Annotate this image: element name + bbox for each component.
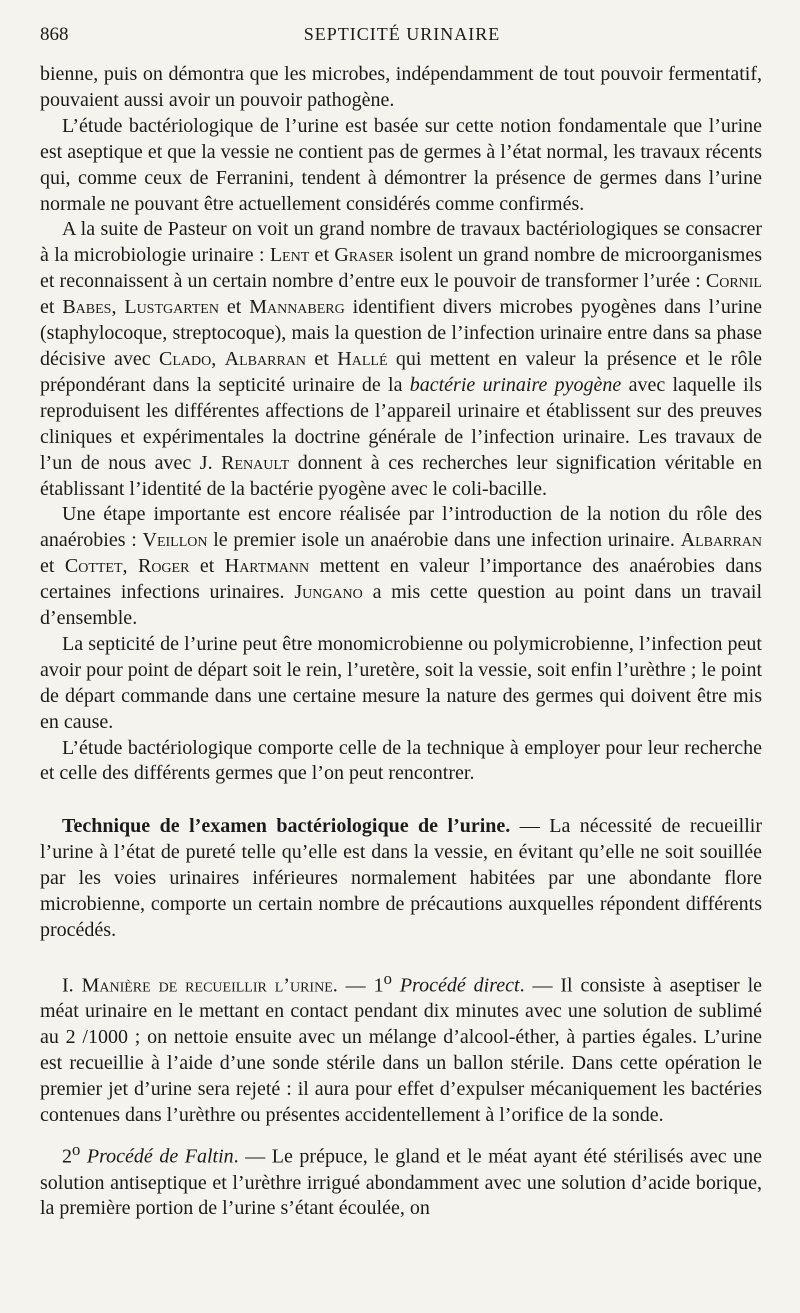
section-heading: Technique de l’examen bactériologique de l’urine. (62, 815, 511, 838)
section-technique: Technique de l’examen bactériologique de l’urine. — La nécessité de recueillir l’urine à l’état de pureté telle qu’elle est dans la vessie, en évitant qu’elle ne soit souillée par les voies urinaires inférieures normalement habitées par une abondante flore microbienne, comporte un certain nombre de précautions auxquelles répondent différents procédés. (40, 815, 763, 941)
page-header (40, 24, 764, 54)
author-name: Clado (159, 347, 212, 370)
paragraph-continuation: bienne, puis on démontra que les microbes, indépendamment de tout pouvoir fermentatif, pouvaient aussi avoir un pouvoir pathogène. (40, 63, 762, 111)
author-name: Hallé (337, 347, 388, 370)
paragraph-urine-asepsis: L’étude bactériologique de l’urine est basée sur cette notion fondamentale que l’urine est aseptique et que la vessie ne contient pas de germes à l’état normal, les travaux récents qui, comme ceux de Ferranini, tendent à démontrer la présence de germes dans l’urine normale ne pouvant être actuellement considérés comme confirmés. (40, 114, 762, 215)
section-spacer (40, 787, 762, 814)
author-name: Cottet (64, 555, 123, 578)
author-name: Mannaberg (249, 296, 345, 319)
author-name: Roger (137, 555, 190, 578)
paragraph-faltin-procedure: 2$^o$ Procédé de Faltin. — Le prépuce, le gland et le méat ayant été stérilisés avec une solution antiseptique et l’urèthre irrigué abondamment avec une solution d’acide borique, la première portion de l’urine s’étant écoulée, on (40, 1140, 762, 1220)
paragraph-history-pasteur: A la suite de Pasteur on voit un grand nombre de travaux bactériologiques se consacrer à la microbiologie urinaire : Lent et Graser isolent un grand nombre de microorganismes et reconnaissent à un certain nombre d’entre eux le pouvoir de transformer l’urée : Cornil et Babes, Lustgarten et Mannaberg identifient divers microbes pyogènes dans l’urine (staphylocoque, streptocoque), mais la question de l’infection urinaire entre dans sa phase décisive avec Clado, Albarran et Hallé qui mettent en valeur la présence et le rôle prépondérant dans la septicité urinaire de la bactérie urinaire pyogène avec laquelle ils reproduisent les différentes affections de l’appareil urinaire et établissent sur des preuves cliniques et expérimentales la doctrine générale de l’infection urinaire. Les travaux de l’un de nous avec J. Renault donnent à ces recherches leur signification véritable en établissant l’identité de la bactérie pyogène avec le coli-bacille. (40, 218, 762, 500)
procedure-title: Procédé direct (399, 974, 520, 997)
procedure-title: Procédé de Faltin (86, 1145, 234, 1168)
author-name: Jungano (294, 581, 363, 604)
paragraph-anaerobes: Une étape importante est encore réalisée par l’introduction de la notion du rôle des anaérobies : Veillon le premier isole un anaérobie dans une infection urinaire. Albarran et Cottet, Roger et Hartmann mettent en valeur l’importance des anaérobies dans certaines infections urinaires. Jungano a mis cette question au point dans un travail d’ensemble. (40, 503, 763, 630)
section-collection-method: I. Manière de recueillir l’urine. — 1$^o$ Procédé direct. — Il consiste à aseptiser le méat urinaire en le mettant en contact pendant dix minutes avec une solution de sublimé au 2 /1000 ; on nettoie ensuite avec un mélange d’alcool-éther, à parties égales. L’urine est recueillie à l’aide d’une sonde stérile dans un ballon stérile. Dans cette opération le premier jet d’urine sera rejeté : il aura pour effet d’expulser mécaniquement les bactéries contenues dans l’urèthre ou présentes accidentellement à l’orifice de la sonde. (40, 968, 762, 1127)
italic-term: bactérie urinaire pyogène (409, 373, 622, 396)
author-name: Hartmann (224, 555, 310, 578)
author-name: Veillon (142, 529, 208, 552)
author-name: Albarran (224, 347, 306, 370)
section-spacer (40, 1129, 762, 1137)
author-name: Albarran (680, 529, 762, 552)
page-number: 868 (40, 24, 69, 45)
paragraph-septicity-types: La septicité de l’urine peut être monomicrobienne ou polymicrobienne, l’infection peut avoir pour point de départ soit le rein, l’uretère, soit la vessie, soit enfin l’urèthre ; le point de départ commande dans une certaine mesure la nature des germes qui doivent être mis en cause. (40, 632, 763, 733)
author-name: Renault (221, 451, 290, 474)
author-name: Babes (62, 296, 112, 319)
author-name: Cornil (705, 270, 762, 293)
author-name: Lent (269, 244, 310, 267)
author-name: Graser (334, 244, 394, 267)
running-title: SEPTICITÉ URINAIRE (303, 24, 501, 44)
paragraph-study-scope: L’étude bactériologique comporte celle de la technique à employer pour leur recherche et celle des différents germes que l’on peut rencontrer. (40, 736, 762, 785)
body-text (40, 62, 762, 1222)
author-name: Lustgarten (124, 296, 219, 319)
section-spacer (40, 944, 762, 966)
subsection-heading: Manière de recueillir l’urine (81, 974, 333, 997)
